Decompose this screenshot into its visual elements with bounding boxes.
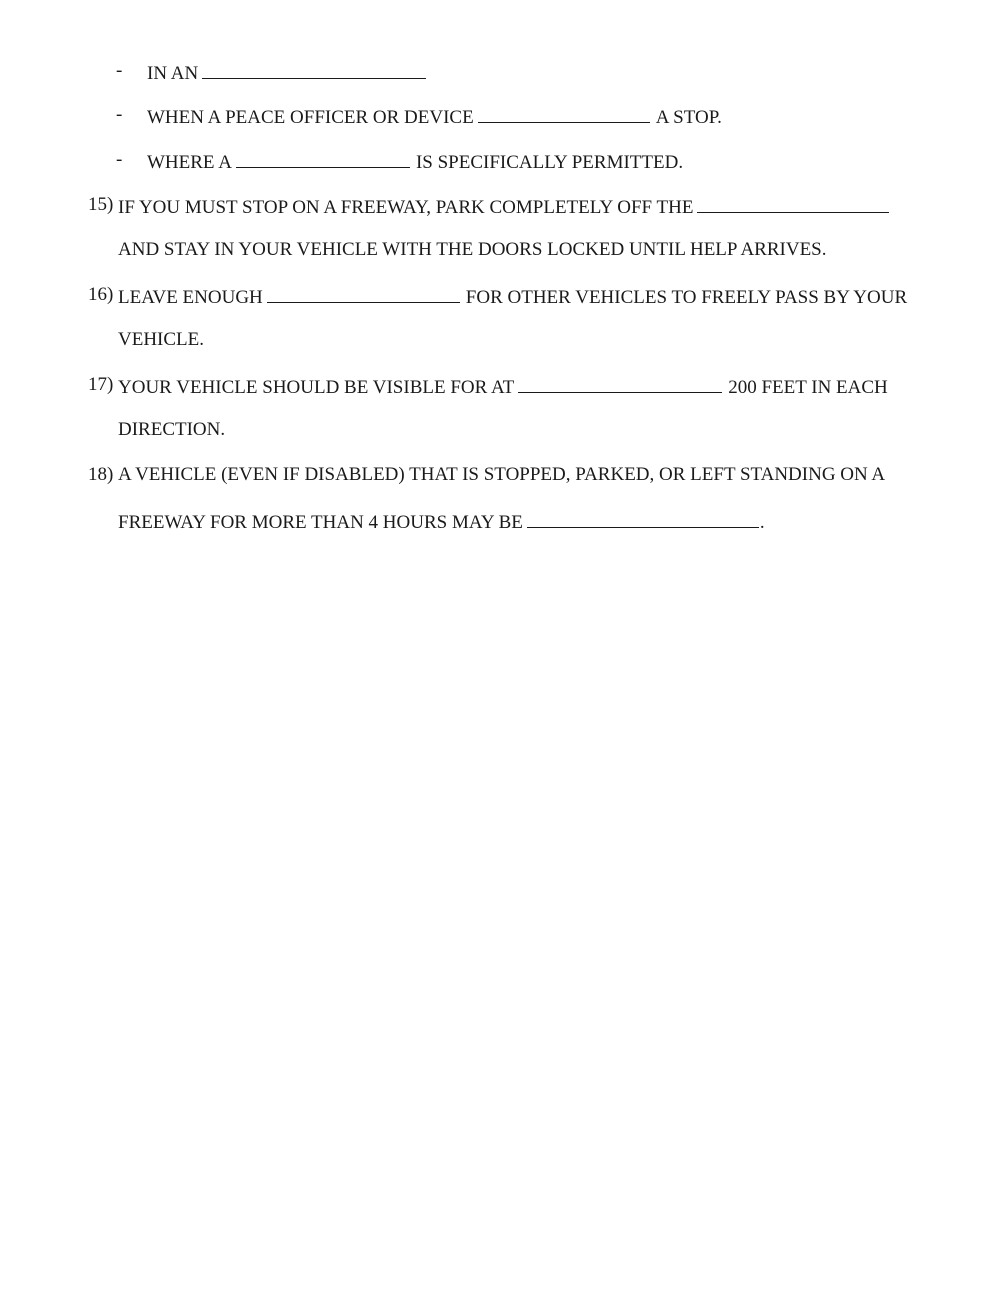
question-number: 15) xyxy=(88,194,114,215)
question-text-line2 xyxy=(118,509,765,534)
bullet-text-before: IN AN xyxy=(147,63,199,84)
question-text: A VEHICLE (EVEN IF DISABLED) THAT IS STOPPED, PARKED, OR LEFT STANDING ON A xyxy=(118,464,886,485)
question-text-before: IF YOU MUST STOP ON A FREEWAY, PARK COMPLETELY OFF THE xyxy=(118,197,694,218)
answer-blank[interactable] xyxy=(202,60,426,79)
answer-blank[interactable] xyxy=(267,284,460,303)
bullet-dash: - xyxy=(116,104,123,125)
answer-blank[interactable] xyxy=(478,104,650,123)
question-text-line2: DIRECTION. xyxy=(118,419,226,440)
question-number: 16) xyxy=(88,284,114,305)
bullet-text-after: IS SPECIFICALLY PERMITTED. xyxy=(415,152,684,173)
question-number: 18) xyxy=(88,464,114,485)
question-text-after: FOR OTHER VEHICLES TO FREELY PASS BY YOUR xyxy=(465,287,908,308)
bullet-text xyxy=(147,104,722,129)
question-text-line2: AND STAY IN YOUR VEHICLE WITH THE DOORS LOCKED UNTIL HELP ARRIVES. xyxy=(118,239,827,260)
answer-blank[interactable] xyxy=(236,149,410,168)
question-text xyxy=(118,374,888,399)
bullet-text-before: WHEN A PEACE OFFICER OR DEVICE xyxy=(147,107,474,128)
answer-blank[interactable] xyxy=(697,194,889,213)
bullet-text-after: A STOP. xyxy=(655,107,722,128)
question-text xyxy=(118,284,907,309)
answer-blank[interactable] xyxy=(527,509,759,528)
question-text-after: 200 FEET IN EACH xyxy=(728,377,888,398)
question-text-before: YOUR VEHICLE SHOULD BE VISIBLE FOR AT xyxy=(118,377,515,398)
question-text-line2: VEHICLE. xyxy=(118,329,205,350)
bullet-text xyxy=(147,149,683,174)
bullet-dash: - xyxy=(116,149,123,170)
bullet-text xyxy=(147,60,432,85)
question-text-after: . xyxy=(759,512,765,533)
bullet-text-before: WHERE A xyxy=(147,152,232,173)
question-text-before: FREEWAY FOR MORE THAN 4 HOURS MAY BE xyxy=(118,512,523,533)
bullet-dash: - xyxy=(116,60,123,81)
question-text xyxy=(118,194,895,219)
answer-blank[interactable] xyxy=(518,374,722,393)
question-text-before: LEAVE ENOUGH xyxy=(118,287,263,308)
question-number: 17) xyxy=(88,374,114,395)
